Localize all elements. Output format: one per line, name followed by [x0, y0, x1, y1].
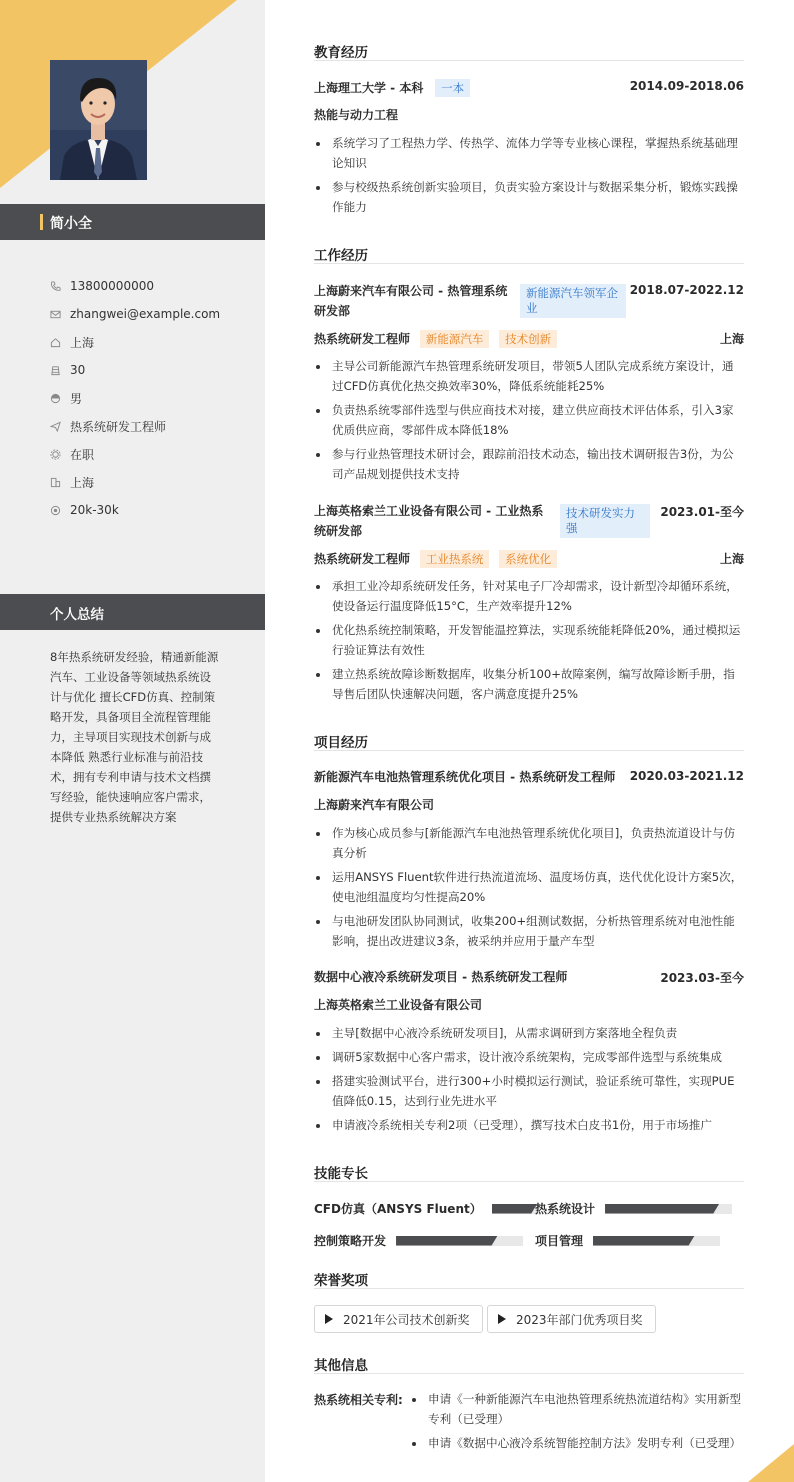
job-1-date: 2018.07-2022.12 — [629, 283, 744, 297]
play-icon — [498, 1314, 506, 1324]
project-2-date: 2023.03-至今 — [660, 971, 744, 985]
job-2-role: 热系统研发工程师 — [314, 552, 411, 566]
list-item: 负责热系统零部件选型与供应商技术对接，建立供应商技术评估体系，引入3家优质供应商，零部件成本降低18% — [314, 400, 744, 440]
summary-bar — [0, 594, 265, 630]
contact-email — [50, 300, 260, 328]
contact-salary-text: 20k-30k — [70, 503, 119, 517]
salary-icon — [50, 505, 70, 516]
skill-bar-fill — [492, 1204, 538, 1214]
list-item: 参与行业热管理技术研讨会，跟踪前沿技术动态，输出技术调研报告3份，为公司产品规划提供技术支持 — [314, 444, 744, 484]
sidebar — [0, 0, 265, 1482]
job-1-tag-1: 新能源汽车 — [420, 330, 490, 348]
list-item: 作为核心成员参与[新能源汽车电池热管理系统优化项目]，负责热流道设计与仿真分析 — [314, 823, 744, 863]
gender-icon — [50, 393, 70, 404]
skills-title: 技能专长 — [314, 1162, 744, 1182]
project-2-company: 上海英格索兰工业设备有限公司 — [314, 998, 483, 1012]
job-2-tag-1: 工业热系统 — [420, 550, 490, 568]
projects-title: 项目经历 — [314, 731, 744, 751]
award-chip[interactable] — [487, 1305, 656, 1333]
skill-bar — [605, 1204, 732, 1214]
education-title: 教育经历 — [314, 41, 744, 61]
project-1-company: 上海蔚来汽车有限公司 — [314, 798, 435, 812]
job-2-bullets — [314, 576, 744, 708]
education-bullets — [314, 133, 744, 221]
awards-title: 荣誉奖项 — [314, 1269, 744, 1289]
list-item: 优化热系统控制策略，开发智能温控算法，实现系统能耗降低20%，通过模拟运行验证算法有效性 — [314, 620, 744, 660]
education-school: 上海理工大学 - 本科 — [314, 81, 424, 95]
age-icon — [50, 365, 70, 376]
job-1-city: 上海 — [719, 332, 744, 346]
contact-list — [50, 272, 260, 524]
contact-job — [50, 412, 260, 440]
job-1-role-row — [314, 330, 557, 348]
contact-job-text: 热系统研发工程师 — [70, 419, 167, 434]
education-tag: 一本 — [435, 79, 470, 97]
skill-name: 热系统设计 — [535, 1202, 596, 1216]
contact-age-text: 30 — [70, 363, 86, 377]
job-2-city: 上海 — [719, 552, 744, 566]
decorative-corner-bottom — [748, 1444, 794, 1482]
name-accent — [40, 214, 43, 230]
name-bar — [0, 204, 265, 240]
job-1-company: 上海蔚来汽车有限公司 - 热管理系统研发部 — [314, 284, 508, 318]
list-item: 承担工业冷却系统研发任务，针对某电子厂冷却需求，设计新型冷却循环系统，使设备运行温度降低15°C，生产效率提升12% — [314, 576, 744, 616]
award-label: 2021年公司技术创新奖 — [343, 1312, 470, 1327]
job-1-bullets — [314, 356, 744, 488]
city-icon — [50, 477, 70, 488]
contact-salary — [50, 496, 260, 524]
mail-icon — [50, 309, 70, 320]
list-item: 申请《数据中心液冷系统智能控制方法》发明专利（已受理） — [410, 1433, 744, 1453]
job-2-company: 上海英格索兰工业设备有限公司 - 工业热系统研发部 — [314, 504, 544, 538]
list-item: 搭建实验测试平台，进行300+小时模拟运行测试，验证系统可靠性，实现PUE值降低0.15，达到行业先进水平 — [314, 1071, 744, 1111]
job-2-tag-wrap — [560, 504, 650, 538]
status-icon — [50, 449, 70, 460]
skill-item — [535, 1232, 720, 1249]
list-item: 参与校级热系统创新实验项目，负责实验方案设计与数据采集分析，锻炼实践操作能力 — [314, 177, 744, 217]
job-2-date: 2023.01-至今 — [660, 505, 744, 519]
skill-bar-fill — [593, 1236, 695, 1246]
contact-phone — [50, 272, 260, 300]
contact-status-text: 在职 — [70, 447, 95, 462]
contact-location — [50, 328, 260, 356]
skill-item — [314, 1200, 540, 1217]
job-1-company-tag: 新能源汽车领军企业 — [520, 284, 626, 318]
list-item: 申请《一种新能源汽车电池热管理系统热流道结构》实用新型专利（已受理） — [410, 1389, 744, 1429]
list-item: 主导[数据中心液冷系统研发项目]，从需求调研到方案落地全程负责 — [314, 1023, 744, 1043]
list-item: 调研5家数据中心客户需求，设计液冷系统架构，完成零部件选型与系统集成 — [314, 1047, 744, 1067]
list-item: 系统学习了工程热力学、传热学、流体力学等专业核心课程，掌握热系统基础理论知识 — [314, 133, 744, 173]
job-2-company-tag: 技术研发实力强 — [560, 504, 650, 538]
job-2-role-row — [314, 550, 557, 568]
contact-city-text: 上海 — [70, 475, 95, 490]
skill-bar — [593, 1236, 720, 1246]
list-item: 运用ANSYS Fluent软件进行热流道流场、温度场仿真，迭代优化设计方案5次，使电池组温度均匀性提高20% — [314, 867, 744, 907]
education-school-row — [314, 79, 470, 97]
list-item: 主导公司新能源汽车热管理系统研发项目，带领5人团队完成系统方案设计，通过CFD仿真优化热交换效率30%，降低系统能耗25% — [314, 356, 744, 396]
list-item: 建立热系统故障诊断数据库，收集分析100+故障案例，编写故障诊断手册，指导售后团队快速解决问题，客户满意度提升25% — [314, 664, 744, 704]
avatar — [50, 60, 147, 180]
award-chip[interactable] — [314, 1305, 483, 1333]
contact-gender-text: 男 — [70, 391, 83, 406]
project-2-bullets — [314, 1023, 744, 1139]
skill-name: 控制策略开发 — [314, 1234, 387, 1248]
other-list — [410, 1389, 744, 1457]
summary-title: 个人总结 — [50, 607, 104, 623]
job-1-tag-2: 技术创新 — [499, 330, 557, 348]
contact-phone-text: 13800000000 — [70, 279, 154, 293]
project-1-name: 新能源汽车电池热管理系统优化项目 - 热系统研发工程师 — [314, 770, 616, 784]
education-date: 2014.09-2018.06 — [629, 79, 744, 93]
home-icon — [50, 337, 70, 348]
skill-bar-fill — [396, 1236, 498, 1246]
contact-email-text: zhangwei@example.com — [70, 307, 221, 321]
work-title: 工作经历 — [314, 244, 744, 264]
other-label: 热系统相关专利: — [314, 1393, 403, 1407]
skill-item — [314, 1232, 523, 1249]
other-title: 其他信息 — [314, 1354, 744, 1374]
job-icon — [50, 421, 70, 432]
job-1-role: 热系统研发工程师 — [314, 332, 411, 346]
project-1-bullets — [314, 823, 744, 955]
project-2-name: 数据中心液冷系统研发项目 - 热系统研发工程师 — [314, 970, 568, 984]
skill-bar — [396, 1236, 523, 1246]
contact-gender — [50, 384, 260, 412]
contact-city — [50, 468, 260, 496]
candidate-name: 简小全 — [50, 216, 92, 232]
project-1-date: 2020.03-2021.12 — [629, 769, 744, 783]
contact-age — [50, 356, 260, 384]
skill-item — [535, 1200, 732, 1217]
job-2-tag-2: 系统优化 — [499, 550, 557, 568]
education-major: 热能与动力工程 — [314, 108, 399, 122]
award-label: 2023年部门优秀项目奖 — [516, 1312, 643, 1327]
skill-bar — [492, 1204, 540, 1214]
contact-status — [50, 440, 260, 468]
skill-name: CFD仿真（ANSYS Fluent） — [314, 1202, 482, 1216]
list-item: 与电池研发团队协同测试，收集200+组测试数据，分析热管理系统对电池性能影响，提出改进建议3条，被采纳并应用于量产车型 — [314, 911, 744, 951]
phone-icon — [50, 281, 70, 292]
skill-bar-fill — [605, 1204, 719, 1214]
skill-name: 项目管理 — [535, 1234, 584, 1248]
play-icon — [325, 1314, 333, 1324]
summary-text: 8年热系统研发经验，精通新能源汽车、工业设备等领域热系统设计与优化 擅长CFD仿真、控制策略开发，具备项目全流程管理能力，主导项目实现技术创新与成本降低 熟悉行业标准与前沿技术，拥有专利申请与技术文档撰写经验，能快速响应客户需求，提供专业热系统解决方案 — [50, 650, 219, 824]
list-item: 申请液冷系统相关专利2项（已受理），撰写技术白皮书1份，用于市场推广 — [314, 1115, 744, 1135]
job-1-tag-wrap — [520, 284, 626, 318]
contact-location-text: 上海 — [70, 335, 95, 350]
